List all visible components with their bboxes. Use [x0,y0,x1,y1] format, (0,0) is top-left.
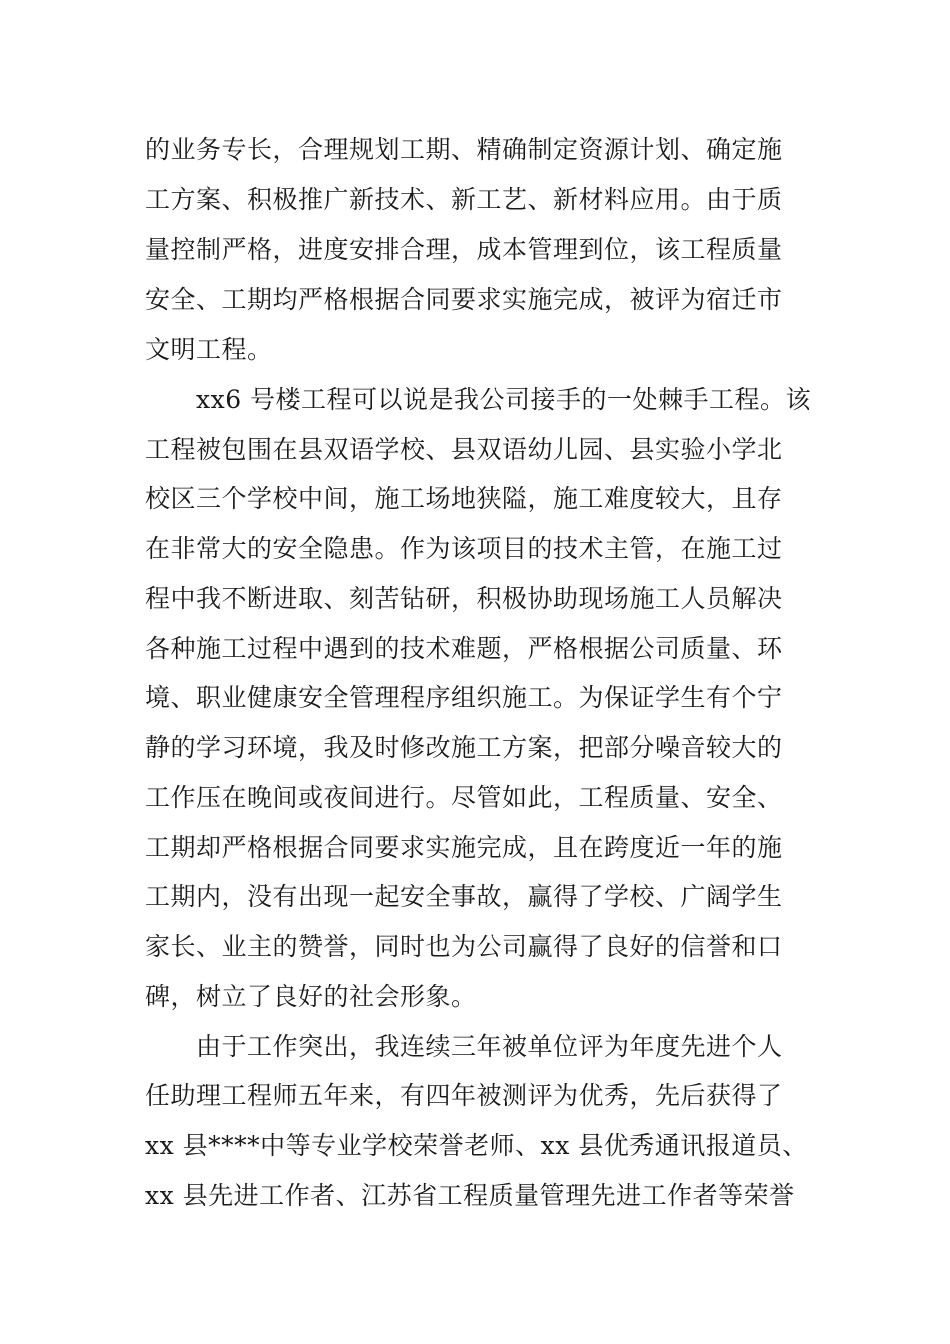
text-line: 的业务专长，合理规划工期、精确制定资源计划、确定施 [145,135,783,164]
text-line: xx 县先进工作者、江苏省工程质量管理先进工作者等荣誉 [145,1181,795,1210]
text-line: 在非常大的安全隐患。作为该项目的技术主管，在施工过 [145,534,783,563]
text-line: 程中我不断进取、刻苦钻研，积极协助现场施工人员解决 [145,584,783,613]
text-line: 静的学习环境，我及时修改施工方案，把部分噪音较大的 [145,733,783,762]
text-line: 安全、工期均严格根据合同要求实施完成，被评为宿迁市 [145,285,783,314]
text-line: 文明工程。 [145,335,273,364]
text-line: 工期却严格根据合同要求实施完成，且在跨度近一年的施 [145,833,783,862]
text-line: xx 县****中等专业学校荣誉老师、xx 县优秀通讯报道员、 [145,1131,808,1160]
text-line: 工期内，没有出现一起安全事故，赢得了学校、广阔学生 [145,882,783,911]
text-line: 各种施工过程中遇到的技术难题，严格根据公司质量、环 [145,634,783,663]
text-line: 工作压在晚间或夜间进行。尽管如此，工程质量、安全、 [145,783,783,812]
text-line: 境、职业健康安全管理程序组织施工。为保证学生有个宁 [145,683,783,712]
text-line: 工程被包围在县双语学校、县双语幼儿园、县实验小学北 [145,435,783,464]
text-line: 家长、业主的赞誉，同时也为公司赢得了良好的信誉和口 [145,932,783,961]
text-line: 碑，树立了良好的社会形象。 [145,982,477,1011]
text-line: 任助理工程师五年来，有四年被测评为优秀，先后获得了 [145,1081,783,1110]
paragraph-first-line: xx6 号楼工程可以说是我公司接手的一处棘手工程。该 [196,385,812,414]
paragraph-first-line: 由于工作突出，我连续三年被单位评为年度先进个人 [196,1032,783,1061]
text-line: 量控制严格，进度安排合理，成本管理到位，该工程质量 [145,235,783,264]
text-line: 校区三个学校中间，施工场地狭隘，施工难度较大，且存 [145,484,783,513]
text-line: 工方案、积极推广新技术、新工艺、新材料应用。由于质 [145,185,783,214]
